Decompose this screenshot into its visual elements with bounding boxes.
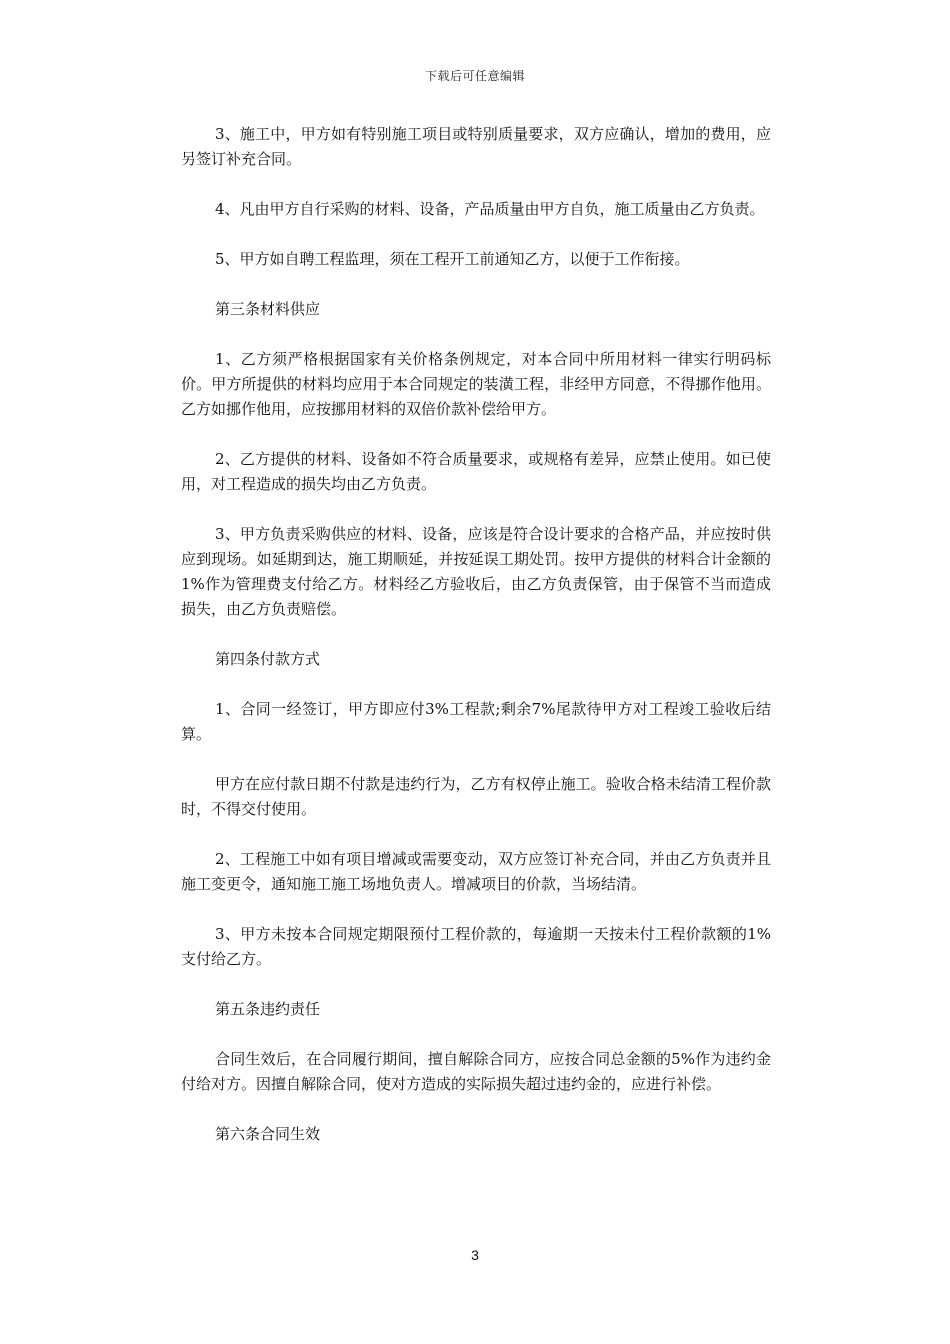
paragraph-material-quality: 2、乙方提供的材料、设备如不符合质量要求，或规格有差异，应禁止使用。如已使用，对工程造成的损失均由乙方负责。 [181,450,771,493]
section-heading-breach-liability: 第五条违约责任 [215,1000,321,1018]
page-number: 3 [471,1247,479,1263]
header-note: 下载后可任意编辑 [424,69,525,83]
paragraph-late-payment: 3、甲方未按本合同规定期限预付工程价款的，每逾期一天按未付工程价款额的1%支付给乙方。 [181,925,771,968]
section-heading-material-supply: 第三条材料供应 [215,300,321,318]
document-body [181,122,771,1172]
paragraph-5-supervision: 5、甲方如自聘工程监理，须在工程开工前通知乙方，以便于工作衔接。 [215,250,690,268]
paragraph-material-pricing: 1、乙方须严格根据国家有关价格条例规定，对本合同中所用材料一律实行明码标价。甲方所提供的材料均应用于本合同规定的装潢工程，非经甲方同意，不得挪作他用。乙方如挪作他用，应按挪用材料的双倍价款补偿给甲方。 [181,350,771,418]
paragraph-breach-penalty: 合同生效后，在合同履行期间，擅自解除合同方，应按合同总金额的5%作为违约金付给对方。因擅自解除合同，使对方造成的实际损失超过违约金的，应进行补偿。 [181,1050,771,1093]
paragraph-project-changes: 2、工程施工中如有项目增减或需要变动，双方应签订补充合同，并由乙方负责并且施工变更令，通知施工施工场地负责人。增减项目的价款，当场结清。 [181,850,771,893]
paragraph-3-construction-changes: 3、施工中，甲方如有特别施工项目或特别质量要求，双方应确认，增加的费用，应另签订补充合同。 [181,125,771,168]
paragraph-payment-schedule: 1、合同一经签订，甲方即应付3%工程款;剩余7%尾款待甲方对工程竣工验收后结算。 [181,700,771,743]
section-heading-contract-effect: 第六条合同生效 [215,1125,321,1143]
paragraph-material-procurement: 3、甲方负责采购供应的材料、设备，应该是符合设计要求的合格产品，并应按时供应到现场。如延期到达，施工期顺延，并按延误工期处罚。按甲方提供的材料合计金额的1%作为管理费支付给乙方。材料经乙方验收后，由乙方负责保管，由于保管不当而造成损失，由乙方负责赔偿。 [181,525,771,618]
paragraph-payment-default: 甲方在应付款日期不付款是违约行为，乙方有权停止施工。验收合格未结清工程价款时，不得交付使用。 [181,775,771,818]
section-heading-payment-method: 第四条付款方式 [215,650,321,668]
paragraph-4-materials-quality: 4、凡由甲方自行采购的材料、设备，产品质量由甲方自负，施工质量由乙方负责。 [215,200,765,218]
